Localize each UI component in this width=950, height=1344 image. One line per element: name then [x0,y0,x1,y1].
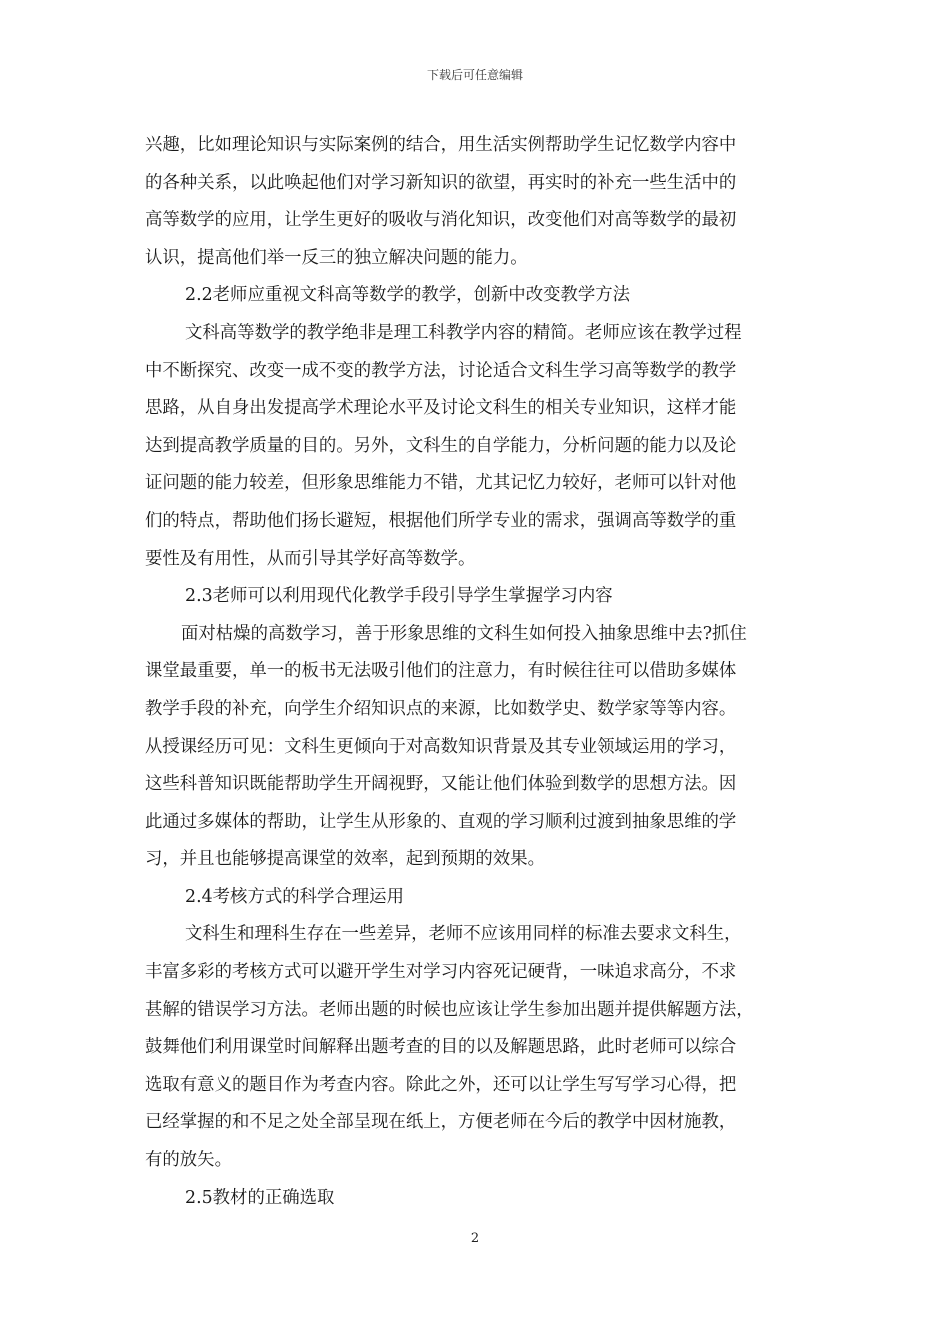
body-text-line: 文科高等数学的教学绝非是理工科教学内容的精简。老师应该在教学过程 [185,322,742,343]
body-text-line: 习，并且也能够提高课堂的效率，起到预期的效果。 [145,849,545,870]
body-text-line: 这些科普知识既能帮助学生开阔视野，又能让他们体验到数学的思想方法。因 [145,774,737,795]
body-text-line: 此通过多媒体的帮助，让学生从形象的、直观的学习顺利过渡到抽象思维的学 [145,811,737,832]
body-text-line: 丰富多彩的考核方式可以避开学生对学习内容死记硬背，一味追求高分，不求 [145,962,737,983]
body-text-line: 教学手段的补充，向学生介绍知识点的来源，比如数学史、数学家等等内容。 [145,698,737,719]
body-text-line: 兴趣，比如理论知识与实际案例的结合，用生活实例帮助学生记忆数学内容中 [145,135,737,155]
body-text-line: 有的放矢。 [145,1150,232,1171]
body-text-line: 高等数学的应用，让学生更好的吸收与消化知识，改变他们对高等数学的最初 [145,210,737,231]
page-number: 2 [470,1231,480,1246]
section-heading-2-2: 2.2老师应重视文科高等数学的教学，创新中改变教学方法 [185,285,631,306]
body-text-line: 中不断探究、改变一成不变的教学方法，讨论适合文科生学习高等数学的教学 [145,360,737,381]
body-text-line: 证问题的能力较差，但形象思维能力不错，尤其记忆力较好，老师可以针对他 [145,473,737,494]
body-text-line: 要性及有用性，从而引导其学好高等数学。 [145,548,476,569]
body-text-line: 鼓舞他们利用课堂时间解释出题考查的目的以及解题思路，此时老师可以综合 [145,1037,737,1058]
document-body [145,127,810,1217]
body-text-line: 的各种关系，以此唤起他们对学习新知识的欲望，再实时的补充一些生活中的 [145,172,737,193]
body-text-line: 已经掌握的和不足之处全部呈现在纸上，方便老师在今后的教学中因材施教， [145,1112,737,1133]
section-heading-2-4: 2.4考核方式的科学合理运用 [185,886,404,907]
body-text-line: 课堂最重要，单一的板书无法吸引他们的注意力，有时候往往可以借助多媒体 [145,661,737,682]
body-text-line: 们的特点，帮助他们扬长避短，根据他们所学专业的需求，强调高等数学的重 [145,510,737,531]
body-text-line: 认识，提高他们举一反三的独立解决问题的能力。 [145,247,528,268]
body-text-line: 达到提高教学质量的目的。另外，文科生的自学能力，分析问题的能力以及论 [145,435,737,456]
body-text-line: 甚解的错误学习方法。老师出题的时候也应该让学生参加出题并提供解题方法， [145,999,754,1020]
body-text-line: 文科生和理科生存在一些差异，老师不应该用同样的标准去要求文科生， [185,924,742,945]
section-heading-2-5: 2.5教材的正确选取 [185,1187,335,1208]
section-heading-2-3: 2.3老师可以利用现代化教学手段引导学生掌握学习内容 [185,586,613,607]
page-header: 下载后可任意编辑 [426,68,523,82]
body-text-line: 思路，从自身出发提高学术理论水平及讨论文科生的相关专业知识，这样才能 [145,398,737,419]
body-text-line: 面对枯燥的高数学习，善于形象思维的文科生如何投入抽象思维中去?抓住 [181,623,747,644]
body-text-line: 从授课经历可见：文科生更倾向于对高数知识背景及其专业领域运用的学习， [145,736,737,757]
body-text-line: 选取有意义的题目作为考查内容。除此之外，还可以让学生写写学习心得，把 [145,1074,737,1095]
